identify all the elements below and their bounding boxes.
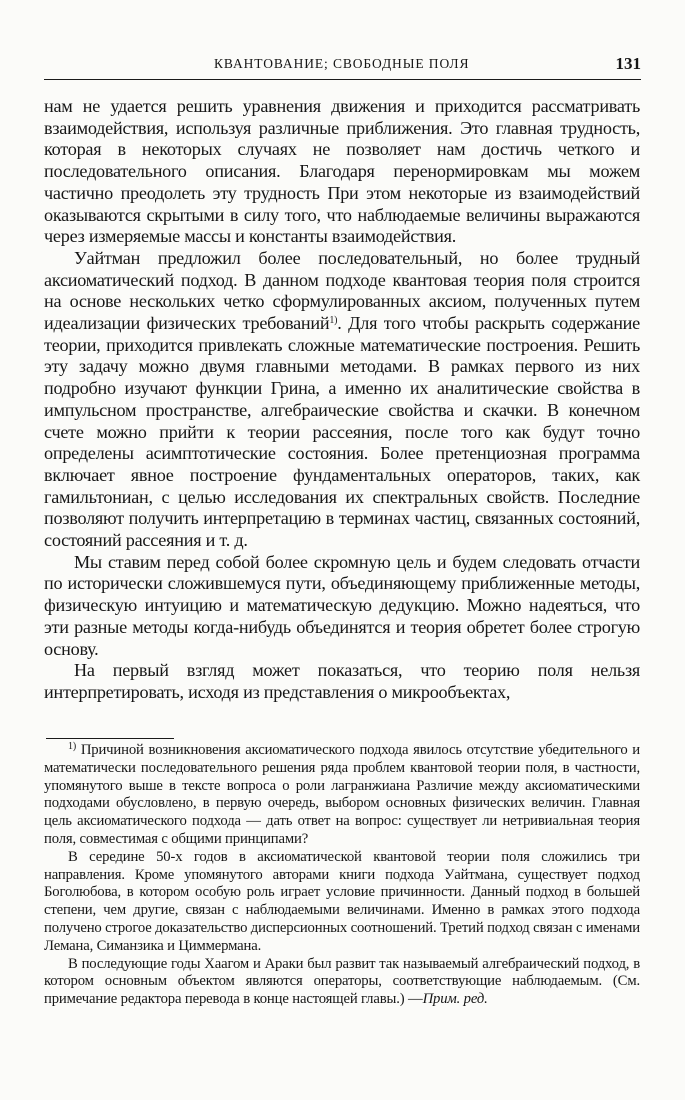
footnote-1-mark: 1)	[68, 741, 77, 752]
paragraph-2-text-b: . Для того чтобы раскрыть содержание теории, приходится привлекать сложные математические построения. Решить эту задачу можно двумя главными методами. В рамках первого из них подробно изучают функции Грина, а именно их аналитические свойства в импульсном пространстве, алгебраические свойства и скачки. В конечном счете можно прийти к теории рассеяния, после того как будут точно определены асимптотические состояния. Более претенциозная программа включает явное построение фундаментальных операторов, таких, как гамильтониан, с целью исследования их спектральных свойств. Последние позволяют получить интерпретацию в терминах частиц, связанных состояний, состояний рассеяния и т. д.	[44, 313, 640, 551]
footnotes	[44, 742, 640, 1009]
paragraph-2	[44, 248, 640, 552]
footnote-3-text: В последующие годы Хаагом и Араки был развит так называемый алгебраический подход, в котором основным объектом являются операторы, соответствующие наблюдаемым. (См. примечание редактора перевода в конце настоящей главы.) —	[44, 955, 640, 1008]
footnote-rule	[46, 738, 174, 739]
paragraph-2-text-a: Уайтман предложил более последовательный, но более трудный аксиоматический подход. В данном подходе квантовая теория поля строится на основе нескольких четко сформулированных аксиом, полученных путем идеализации физических требований	[44, 247, 640, 334]
page-number: 131	[615, 54, 641, 73]
footnote-1-text: Причиной возникновения аксиоматического подхода явилось отсутствие убедительного и математически последовательного решения ряда проблем квантовой теории поля, в частности, упомянутого выше в тексте вопроса о роли лагранжиана Различие между аксиоматическими подходами обусловлено, в первую очередь, выбором основных физических величин. Главная цель аксиоматического подхода — дать ответ на вопрос: существует ли нетривиальная теория поля, совместимая с общими принципами?	[44, 742, 640, 847]
paragraph-1: нам не удается решить уравнения движения и приходится рассматривать взаимодействия, используя различные приближения. Это главная трудность, которая в некоторых случаях не позволяет нам достичь четкого и последовательного описания. Благодаря перенормировкам мы можем частично преодолеть эту трудность При этом некоторые из взаимодействий оказываются скрытыми в силу того, что наблюдаемые величины выражаются через измеряемые массы и константы взаимодействия.	[44, 96, 640, 247]
paragraph-4: На первый взгляд может показаться, что теорию поля нельзя интерпретировать, исходя из представления о микрообъектах,	[44, 660, 640, 702]
paragraph-3: Мы ставим перед собой более скромную цель и будем следовать отчасти по исторически сложившемуся пути, объединяющему приближенные методы, физическую интуицию и математическую дедукцию. Можно надеяться, что эти разные методы когда-нибудь объединятся и теория обретет более строгую основу.	[44, 551, 640, 659]
editor-note-tail: Прим. ред.	[422, 991, 488, 1008]
main-text	[44, 96, 640, 704]
footnote-3	[44, 956, 640, 1009]
footnote-2: В середине 50-х годов в аксиоматической квантовой теории поля сложились три направления. Кроме упомянутого авторами книги подхода Уайтмана, существует подход Боголюбова, в котором особую роль играет условие причинности. Данный подход в большей степени, чем другие, связан с наблюдаемыми величинами. Именно в рамках этого подхода получено строгое доказательство дисперсионных соотношений. Третий подход связан с именами Лемана, Симанзика и Циммермана.	[44, 848, 640, 954]
page-header	[44, 54, 641, 76]
running-title: КВАНТОВАНИЕ; СВОБОДНЫЕ ПОЛЯ	[214, 56, 470, 71]
footnote-reference[interactable]: 1)	[329, 315, 338, 327]
header-rule	[44, 79, 641, 80]
footnote-1	[44, 742, 640, 849]
